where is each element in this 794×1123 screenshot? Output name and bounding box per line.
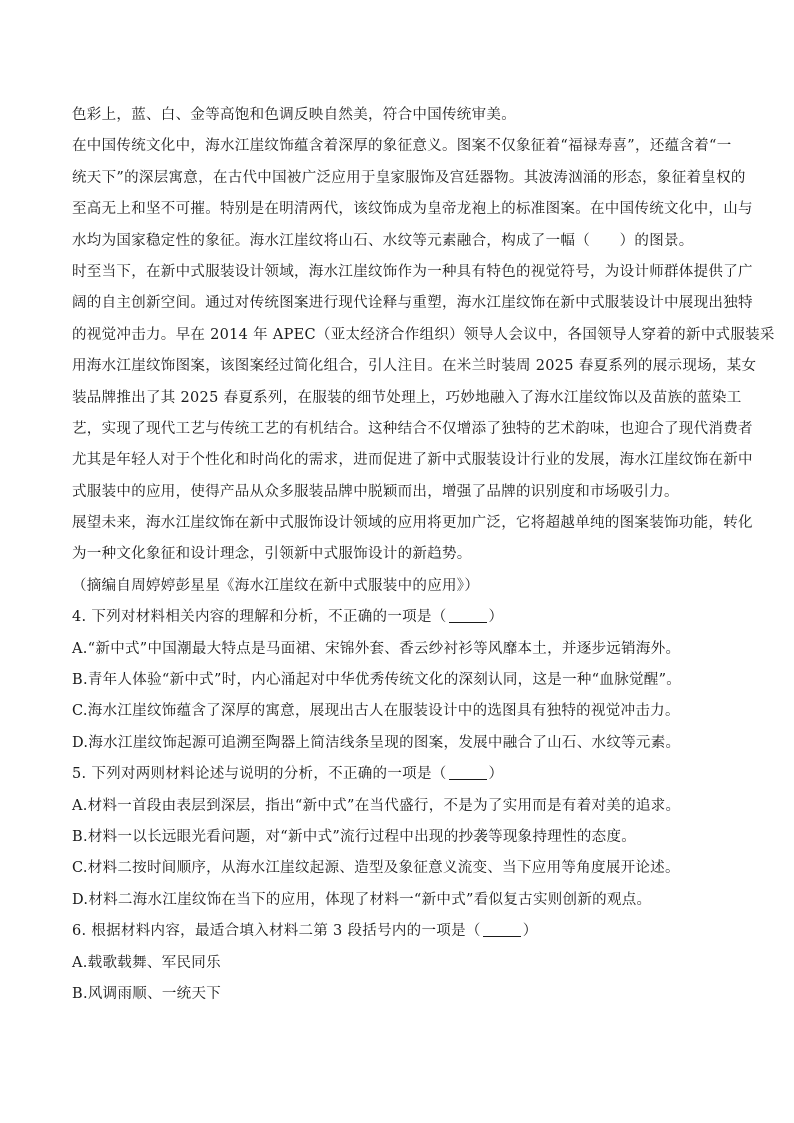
question-6-stem: [72, 916, 722, 947]
answer-blank-6: [483, 922, 521, 937]
source-citation: （摘编自周婷婷彭星星《海水江崖纹在新中式服装中的应用》）: [72, 577, 480, 594]
passage-line: 时至当下，在新中式服装设计领域，海水江崖纹饰作为一种具有特色的视觉符号，为设计师群体提供了广: [72, 263, 753, 280]
passage-line: 水均为国家稳定性的象征。海水江崖纹将山石、水纹等元素融合，构成了一幅（ ）的图景。: [72, 232, 694, 249]
question-4-option-c: C.海水江崖纹饰蕴含了深厚的寓意，展现出古人在服装设计中的选图具有独特的视觉冲击力。: [72, 703, 680, 720]
passage-line: 式服装中的应用，使得产品从众多服装品牌中脱颖而出，增强了品牌的识别度和市场吸引力。: [72, 483, 679, 500]
question-5-stem-close: ）: [488, 766, 504, 783]
question-6-option-a: A.载歌载舞、军民同乐: [72, 954, 221, 971]
question-4-stem-close: ）: [488, 609, 504, 626]
question-6-stem-text: 6. 根据材料内容，最适合填入材料二第 3 段括号内的一项是（: [72, 923, 481, 940]
question-6-stem-close: ）: [522, 923, 538, 940]
exam-page: [72, 100, 775, 1010]
passage-line: 用海水江崖纹饰图案，该图案经过简化组合，引人注目。在米兰时装周 2025 春夏系列的展示现场，某女: [72, 358, 757, 375]
question-4-option-b: B.青年人体验“新中式”时，内心涌起对中华优秀传统文化的深刻认同，这是一种“血脉觉醒”。: [72, 672, 682, 689]
passage-line: 为一种文化象征和设计理念，引领新中式服饰设计的新趋势。: [72, 546, 472, 563]
passage-line: 艺，实现了现代工艺与传统工艺的有机结合。这种结合不仅增添了独特的艺术韵味，也迎合了现代消费者: [72, 420, 753, 437]
question-4-stem-text: 4. 下列对材料相关内容的理解和分析，不正确的一项是（: [72, 609, 447, 626]
passage-line: 的视觉冲击力。早在 2014 年 APEC（亚太经济合作组织）领导人会议中，各国领导人穿着的新中式服装采: [72, 326, 775, 343]
question-5-stem-text: 5. 下列对两则材料论述与说明的分析，不正确的一项是（: [72, 766, 447, 783]
passage-line: 在中国传统文化中，海水江崖纹饰蕴含着深厚的象征意义。图案不仅象征着“福禄寿喜”，还蕴含着“一: [72, 138, 732, 155]
passage-line: 至高无上和坚不可摧。特别是在明清两代，该纹饰成为皇帝龙袍上的标准图案。在中国传统文化中，山与: [72, 201, 753, 218]
question-5-option-b: B.材料一以长远眼光看问题，对“新中式”流行过程中出现的抄袭等现象持理性的态度。: [72, 828, 637, 845]
passage-line: 展望未来，海水江崖纹饰在新中式服饰设计领域的应用将更加广泛，它将超越单纯的图案装饰功能，转化: [72, 515, 753, 532]
question-4-stem: [72, 602, 722, 633]
question-4-option-d: D.海水江崖纹饰起源可追溯至陶器上简洁线条呈现的图案，发展中融合了山石、水纹等元素。: [72, 734, 681, 751]
question-6-option-b: B.风调雨顺、一统天下: [72, 985, 222, 1002]
passage-line: 阔的自主创新空间。通过对传统图案进行现代诠释与重塑，海水江崖纹饰在新中式服装设计中展现出独特: [72, 295, 753, 312]
question-5-option-a: A.材料一首段由表层到深层，指出“新中式”在当代盛行，不是为了实用而是有着对美的追求。: [72, 797, 681, 814]
passage-line: 色彩上，蓝、白、金等高饱和色调反映自然美，符合中国传统审美。: [72, 107, 516, 123]
passage-line: 装品牌推出了其 2025 春夏系列，在服装的细节处理上，巧妙地融入了海水江崖纹饰以及苗族的蓝染工: [72, 389, 742, 406]
passage-line: 尤其是年轻人对于个性化和时尚化的需求，进而促进了新中式服装设计行业的发展，海水江崖纹饰在新中: [72, 452, 753, 469]
question-5-option-d: D.材料二海水江崖纹饰在当下的应用，体现了材料一“新中式”看似复古实则创新的观点。: [72, 891, 652, 908]
question-5-stem: [72, 759, 722, 790]
question-5-option-c: C.材料二按时间顺序，从海水江崖纹起源、造型及象征意义流变、当下应用等角度展开论述。: [72, 860, 680, 877]
answer-blank-5: [449, 765, 487, 780]
passage-line: 统天下”的深层寓意，在古代中国被广泛应用于皇家服饰及宫廷器物。其波涛汹涌的形态，象征着皇权的: [72, 169, 746, 186]
question-4-option-a: A.“新中式”中国潮最大特点是马面裙、宋锦外套、香云纱衬衫等风靡本土，并逐步远销海外。: [72, 640, 681, 657]
answer-blank-4: [449, 608, 487, 623]
